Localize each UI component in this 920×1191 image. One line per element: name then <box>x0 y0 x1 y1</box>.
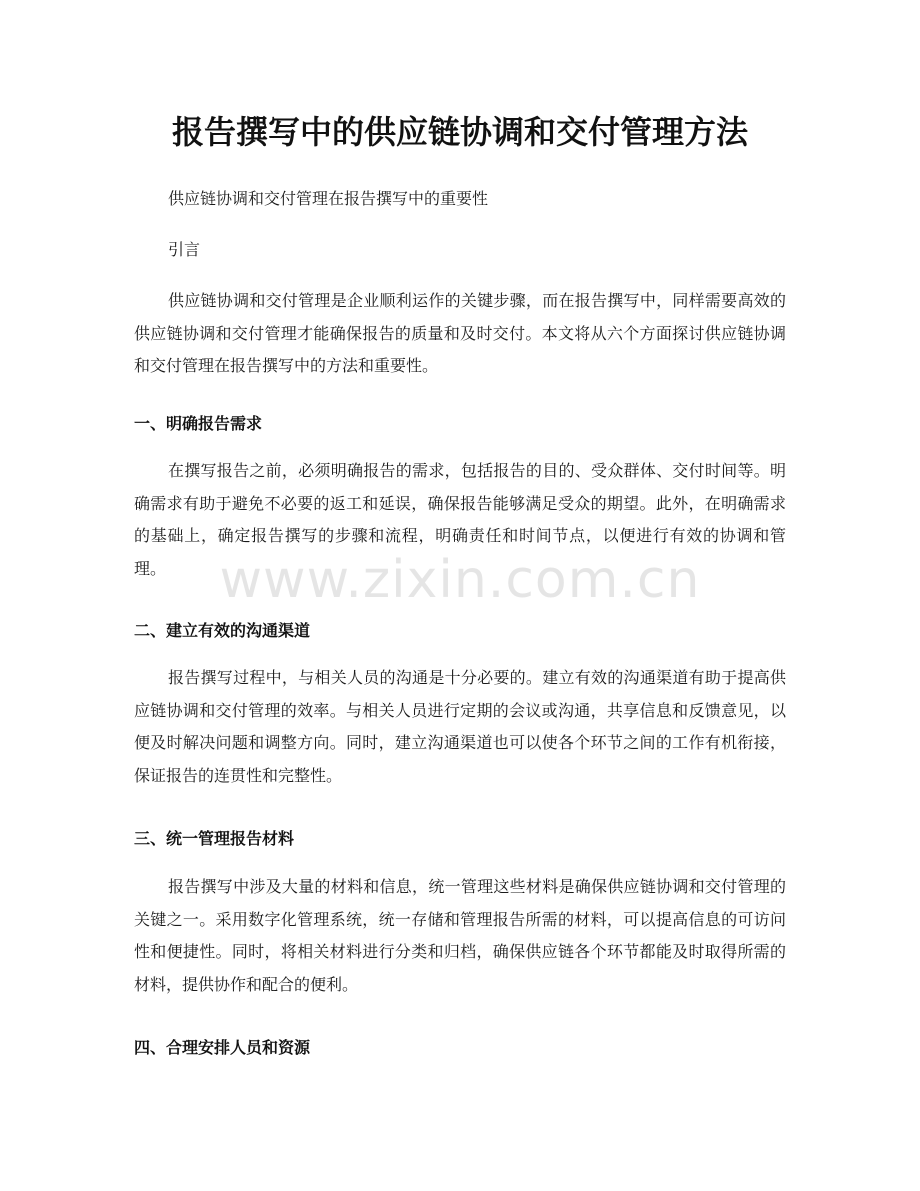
section-paragraph-2: 报告撰写过程中，与相关人员的沟通是十分必要的。建立有效的沟通渠道有助于提高供应链协调和交付管理的效率。与相关人员进行定期的会议或沟通，共享信息和反馈意见，以便及时解决问题和调整方向。同时，建立沟通渠道也可以使各个环节之间的工作有机衔接，保证报告的连贯性和完整性。 <box>134 668 786 785</box>
intro-label: 引言 <box>168 240 201 259</box>
watermark: www.zixin.com.cn <box>219 550 701 610</box>
section-paragraph-3: 报告撰写中涉及大量的材料和信息，统一管理这些材料是确保供应链协调和交付管理的关键之一。采用数字化管理系统，统一存储和管理报告所需的材料，可以提高信息的可访问性和便捷性。同时，将相关材料进行分类和归档，确保供应链各个环节都能及时取得所需的材料，提供协作和配合的便利。 <box>134 877 786 994</box>
section-paragraph-1: 在撰写报告之前，必须明确报告的需求，包括报告的目的、受众群体、交付时间等。明确需求有助于避免不必要的返工和延误，确保报告能够满足受众的期望。此外，在明确需求的基础上，确定报告撰写的步骤和流程，明确责任和时间节点，以便进行有效的协调和管理。 <box>134 461 786 578</box>
section-heading-4: 四、合理安排人员和资源 <box>134 1038 311 1057</box>
intro-paragraph: 供应链协调和交付管理是企业顺利运作的关键步骤，而在报告撰写中，同样需要高效的供应链协调和交付管理才能确保报告的质量和及时交付。本文将从六个方面探讨供应链协调和交付管理在报告撰写中的方法和重要性。 <box>134 291 786 375</box>
document-subtitle: 供应链协调和交付管理在报告撰写中的重要性 <box>168 189 489 208</box>
section-heading-3: 三、统一管理报告材料 <box>134 829 295 848</box>
section-heading-1: 一、明确报告需求 <box>134 414 263 433</box>
section-heading-2: 二、建立有效的沟通渠道 <box>134 621 311 640</box>
document-title: 报告撰写中的供应链协调和交付管理方法 <box>171 113 748 151</box>
